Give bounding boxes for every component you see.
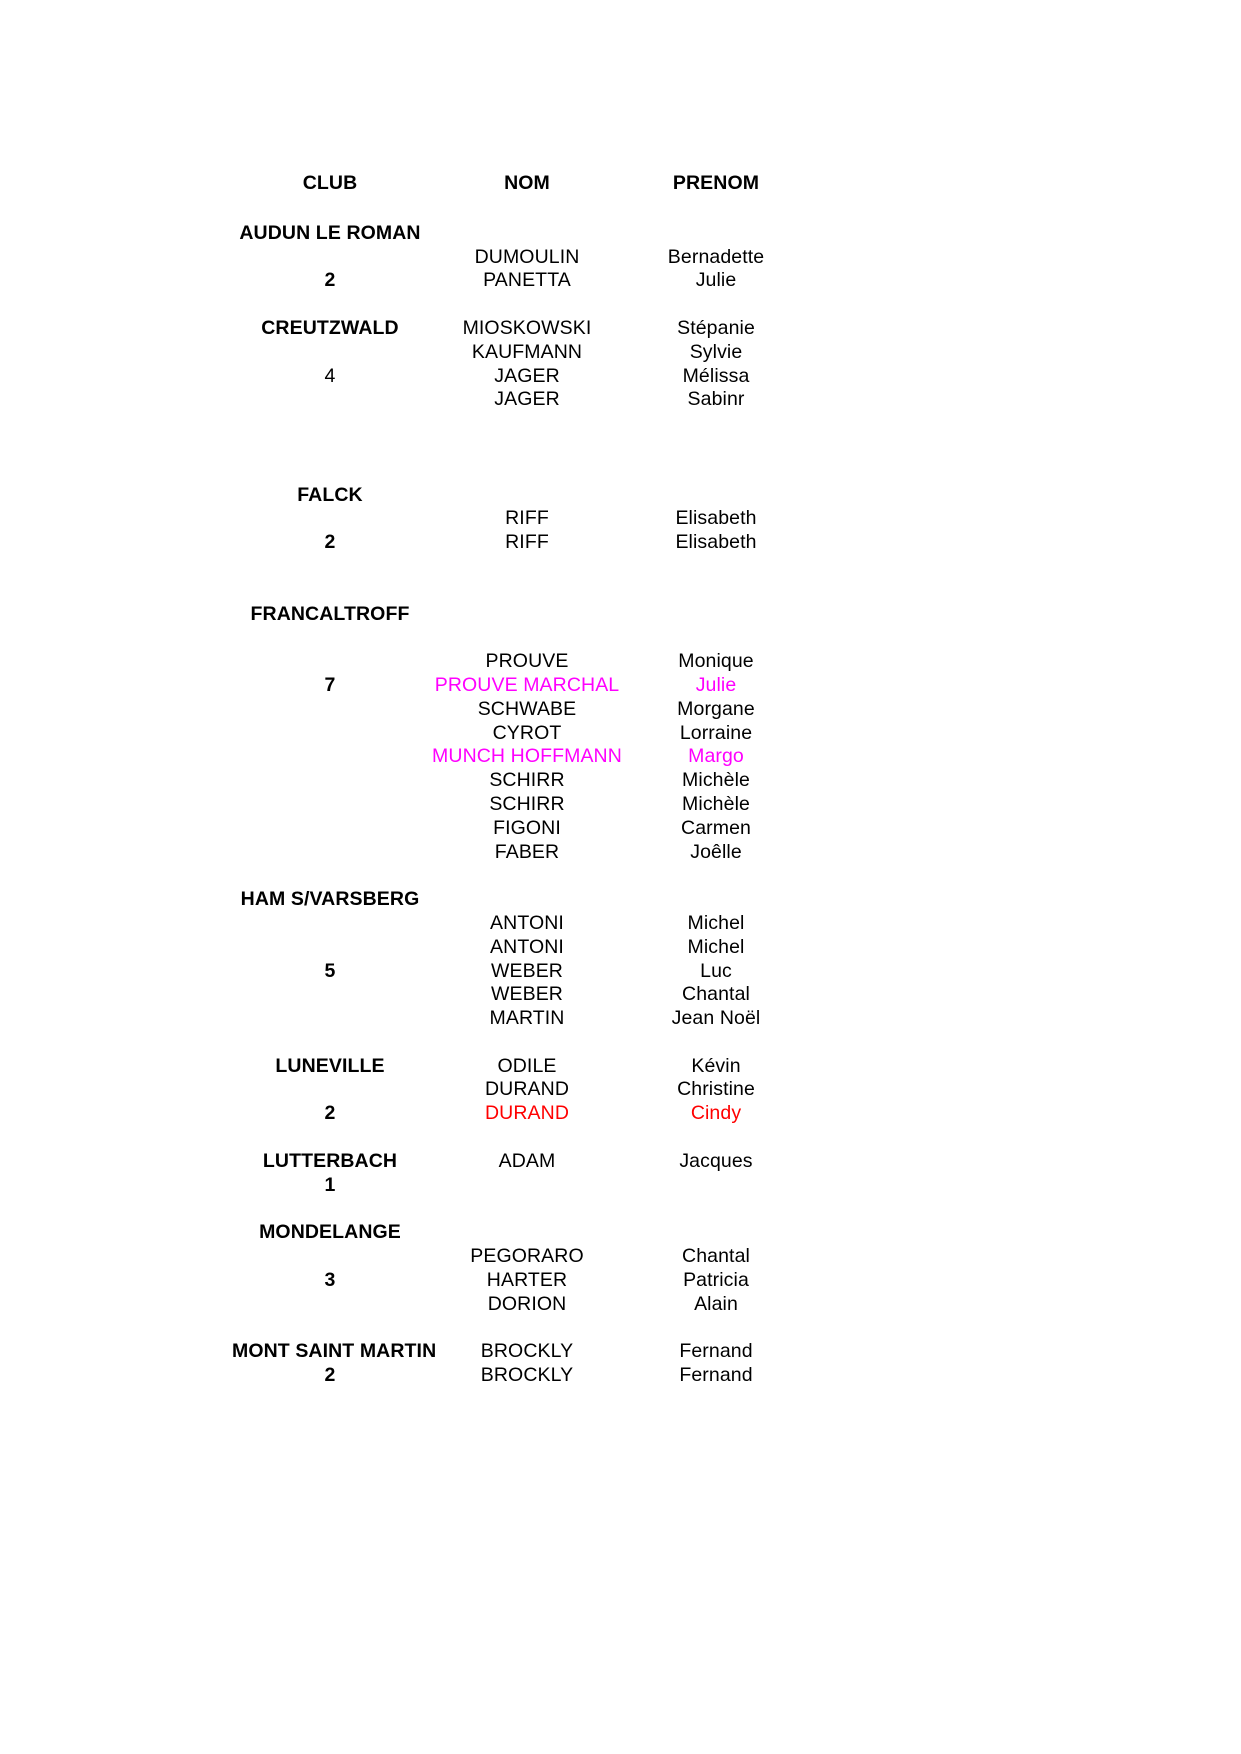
block-gap xyxy=(232,579,832,603)
member-nom: BROCKLY xyxy=(480,1340,574,1363)
club-name: HAM S/VARSBERG xyxy=(240,888,420,911)
member-prenom: Joêlle xyxy=(690,840,742,863)
block-gap xyxy=(232,555,832,579)
table-row xyxy=(232,960,832,984)
block-gap xyxy=(232,864,832,888)
member-prenom: Jacques xyxy=(679,1149,753,1172)
table-row xyxy=(232,388,832,412)
member-nom: PROUVE MARCHAL xyxy=(434,673,620,696)
member-nom: WEBER xyxy=(490,959,563,982)
member-nom: MARTIN xyxy=(489,1007,565,1030)
block-gap xyxy=(232,412,832,436)
block-gap xyxy=(232,293,832,317)
club-member-count: 2 xyxy=(324,269,336,292)
member-prenom: Jean Noël xyxy=(671,1007,761,1030)
table-row xyxy=(232,1293,832,1317)
block-gap xyxy=(232,436,832,460)
member-prenom: Elisabeth xyxy=(675,507,757,530)
club-member-count: 1 xyxy=(324,1173,336,1196)
member-prenom: Stépanie xyxy=(677,316,755,339)
club-member-count: 2 xyxy=(324,531,336,554)
member-prenom: Sabinr xyxy=(687,388,745,411)
member-prenom: Monique xyxy=(678,650,754,673)
table-row xyxy=(232,341,832,365)
member-prenom: Sylvie xyxy=(689,340,743,363)
member-nom: MUNCH HOFFMANN xyxy=(432,745,622,768)
club-name: MONT SAINT MARTIN xyxy=(232,1340,437,1363)
member-nom: JAGER xyxy=(494,388,560,411)
roster-table xyxy=(232,170,832,1388)
member-nom: JAGER xyxy=(494,364,560,387)
column-header-club: CLUB xyxy=(302,172,358,195)
member-nom: ODILE xyxy=(497,1054,557,1077)
member-nom: RIFF xyxy=(505,507,549,530)
member-nom: WEBER xyxy=(490,983,563,1006)
member-prenom: Alain xyxy=(694,1292,738,1315)
table-row xyxy=(232,698,832,722)
member-nom: BROCKLY xyxy=(480,1364,574,1387)
table-row xyxy=(232,983,832,1007)
table-row xyxy=(232,722,832,746)
table-row xyxy=(232,1269,832,1293)
member-prenom: Margo xyxy=(688,745,744,768)
member-nom: DORION xyxy=(487,1292,567,1315)
member-nom: PEGORARO xyxy=(470,1245,584,1268)
table-row xyxy=(232,936,832,960)
member-nom: SCHWABE xyxy=(477,697,577,720)
table-row xyxy=(232,1150,832,1174)
table-row xyxy=(232,1340,832,1364)
block-gap xyxy=(232,1031,832,1055)
table-row xyxy=(232,745,832,769)
table-row xyxy=(232,769,832,793)
member-prenom: Julie xyxy=(695,673,737,696)
member-prenom: Michèle xyxy=(682,769,750,792)
member-nom: ANTONI xyxy=(490,935,564,958)
member-nom: DURAND xyxy=(484,1102,570,1125)
table-row xyxy=(232,269,832,293)
block-gap xyxy=(232,1316,832,1340)
member-prenom: Christine xyxy=(677,1078,755,1101)
member-prenom: Chantal xyxy=(682,983,750,1006)
table-row xyxy=(232,793,832,817)
member-prenom: Kévin xyxy=(691,1054,741,1077)
member-nom: MIOSKOWSKI xyxy=(462,316,592,339)
member-nom: HARTER xyxy=(486,1268,568,1291)
club-name: FRANCALTROFF xyxy=(250,602,410,625)
member-prenom: Lorraine xyxy=(679,721,753,744)
member-nom: FIGONI xyxy=(493,816,561,839)
member-nom: FABER xyxy=(494,840,560,863)
table-row xyxy=(232,317,832,341)
member-prenom: Carmen xyxy=(681,816,751,839)
table-row xyxy=(232,1055,832,1079)
member-prenom: Michèle xyxy=(682,792,750,815)
table-row xyxy=(232,650,832,674)
member-nom: DUMOULIN xyxy=(474,245,580,268)
column-header-prenom: PRENOM xyxy=(672,172,760,195)
table-row xyxy=(232,1007,832,1031)
club-block xyxy=(232,1221,832,1340)
club-name: LUNEVILLE xyxy=(275,1054,385,1077)
member-prenom: Morgane xyxy=(677,697,755,720)
club-block xyxy=(232,1150,832,1221)
header-gap xyxy=(232,198,832,222)
club-block xyxy=(232,1340,832,1388)
member-nom: CYROT xyxy=(492,721,562,744)
member-prenom: Julie xyxy=(695,269,737,292)
member-prenom: Mélissa xyxy=(682,364,750,387)
club-member-count: 2 xyxy=(324,1102,336,1125)
club-block xyxy=(232,222,832,317)
club-member-count: 5 xyxy=(324,959,336,982)
table-row xyxy=(232,1078,832,1102)
club-name: LUTTERBACH xyxy=(262,1149,398,1172)
club-block xyxy=(232,603,832,889)
table-row xyxy=(232,1102,832,1126)
club-block xyxy=(232,1055,832,1150)
table-row xyxy=(232,603,832,627)
block-gap xyxy=(232,1126,832,1150)
member-prenom: Elisabeth xyxy=(675,531,757,554)
table-row xyxy=(232,841,832,865)
club-blocks-container xyxy=(232,222,832,1388)
member-prenom: Patricia xyxy=(683,1268,749,1291)
member-prenom: Michel xyxy=(687,911,745,934)
table-row xyxy=(232,365,832,389)
member-nom: SCHIRR xyxy=(489,792,565,815)
table-row xyxy=(232,222,832,246)
club-block xyxy=(232,317,832,484)
member-prenom: Fernand xyxy=(679,1364,753,1387)
club-member-count: 3 xyxy=(324,1268,336,1291)
table-row xyxy=(232,626,832,650)
club-member-count: 4 xyxy=(324,364,336,387)
table-row xyxy=(232,888,832,912)
member-nom: RIFF xyxy=(505,531,549,554)
table-row xyxy=(232,1364,832,1388)
club-block xyxy=(232,484,832,603)
table-row xyxy=(232,531,832,555)
table-row xyxy=(232,1245,832,1269)
member-nom: ANTONI xyxy=(490,911,564,934)
table-row xyxy=(232,484,832,508)
member-prenom: Chantal xyxy=(682,1245,750,1268)
member-nom: ADAM xyxy=(498,1149,556,1172)
member-nom: PANETTA xyxy=(483,269,571,292)
club-name: MONDELANGE xyxy=(259,1221,401,1244)
block-gap xyxy=(232,1197,832,1221)
member-nom: KAUFMANN xyxy=(471,340,583,363)
table-row xyxy=(232,507,832,531)
club-name: CREUTZWALD xyxy=(261,316,399,339)
table-row xyxy=(232,674,832,698)
table-row xyxy=(232,1174,832,1198)
member-prenom: Cindy xyxy=(690,1102,742,1125)
block-gap xyxy=(232,460,832,484)
member-nom: SCHIRR xyxy=(489,769,565,792)
club-member-count: 7 xyxy=(324,673,336,696)
table-row xyxy=(232,246,832,270)
member-prenom: Fernand xyxy=(679,1340,753,1363)
club-name: AUDUN LE ROMAN xyxy=(239,221,421,244)
member-prenom: Michel xyxy=(687,935,745,958)
member-prenom: Luc xyxy=(700,959,732,982)
club-member-count: 2 xyxy=(324,1364,336,1387)
table-row xyxy=(232,912,832,936)
table-row xyxy=(232,817,832,841)
table-header-row xyxy=(232,170,832,198)
club-block xyxy=(232,888,832,1055)
member-nom: PROUVE xyxy=(485,650,569,673)
table-row xyxy=(232,1221,832,1245)
member-prenom: Bernadette xyxy=(667,245,765,268)
club-name: FALCK xyxy=(297,483,363,506)
column-header-nom: NOM xyxy=(504,172,550,195)
member-nom: DURAND xyxy=(484,1078,570,1101)
